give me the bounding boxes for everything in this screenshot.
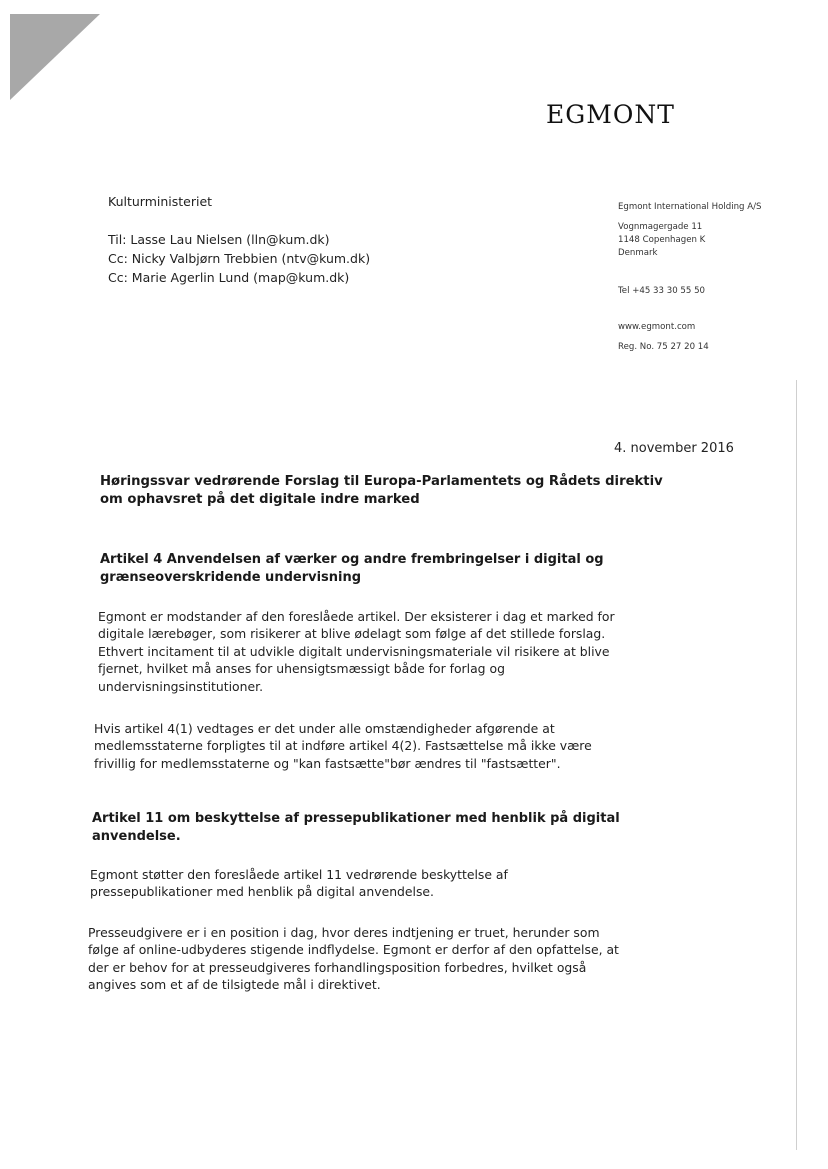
letter-date: 4. november 2016 <box>614 441 734 456</box>
paragraph-line: Egmont er modstander af den foreslåede artikel. Der eksisterer i dag et marked for <box>98 609 615 624</box>
paragraph-line: fjernet, hvilket må anses for uhensigtsmæssigt både for forlag og <box>98 661 505 677</box>
recipient-cc-1: Cc: Nicky Valbjørn Trebbien (ntv@kum.dk) <box>108 251 371 266</box>
page-edge-line <box>796 380 797 1150</box>
egmont-logo: EGMONT <box>546 100 675 129</box>
paragraph-line: Presseudgivere er i en position i dag, hvor deres indtjening er truet, herunder som <box>88 925 600 940</box>
sender-telephone: Tel +45 33 30 55 50 <box>618 286 705 296</box>
paragraph-line: der er behov for at presseudgiveres forhandlingsposition forbedres, hvilket også <box>88 959 587 975</box>
paragraph-line: medlemsstaterne forpligtes til at indføre artikel 4(2). Fastsættelse må ikke være <box>94 738 592 754</box>
section-2-paragraph-2 <box>88 924 619 994</box>
sender-street: Vognmagergade 11 <box>618 222 703 232</box>
sender-city: 1148 Copenhagen K <box>618 235 706 245</box>
section-1-heading-line-2: grænseoverskridende undervisning <box>100 570 362 585</box>
title-line-1: Høringssvar vedrørende Forslag til Europa-Parlamentets og Rådets direktiv <box>100 474 663 489</box>
recipient-to: Til: Lasse Lau Nielsen (lln@kum.dk) <box>108 232 330 247</box>
paragraph-line: undervisningsinstitutioner. <box>98 678 264 694</box>
folded-corner-mark <box>10 14 100 100</box>
paragraph-line: digitale lærebøger, som risikerer at blive ødelagt som følge af det stillede forslag. <box>98 626 606 642</box>
paragraph-line: pressepublikationer med henblik på digital anvendelse. <box>90 884 434 900</box>
paragraph-line: frivillig for medlemsstaterne og "kan fastsætte"bør ændres til "fastsætter". <box>94 755 561 771</box>
paragraph-line: Ethvert incitament til at udvikle digitalt undervisningsmateriale vil risikere at blive <box>98 643 610 659</box>
section-2-heading-line-1: Artikel 11 om beskyttelse af pressepublikationer med henblik på digital <box>92 811 620 826</box>
paragraph-line: Egmont støtter den foreslåede artikel 11 vedrørende beskyttelse af <box>90 867 508 882</box>
title-line-2: om ophavsret på det digitale indre marked <box>100 492 420 507</box>
section-2-heading <box>92 810 620 846</box>
section-1-heading-line-1: Artikel 4 Anvendelsen af værker og andre frembringelser i digital og <box>100 552 604 567</box>
letter-title <box>100 473 663 509</box>
section-2-heading-line-2: anvendelse. <box>92 829 181 844</box>
paragraph-line: Hvis artikel 4(1) vedtages er det under alle omstændigheder afgørende at <box>94 721 555 736</box>
recipient-cc-2: Cc: Marie Agerlin Lund (map@kum.dk) <box>108 270 350 285</box>
section-1-heading <box>100 551 604 587</box>
paragraph-line: følge af online-udbyderes stigende indflydelse. Egmont er derfor af den opfattelse, at <box>88 942 619 958</box>
section-1-paragraph-2 <box>94 720 592 772</box>
section-2-paragraph-1 <box>90 866 508 901</box>
sender-registration-number: Reg. No. 75 27 20 14 <box>618 342 709 352</box>
section-1-paragraph-1 <box>98 608 615 695</box>
recipient-organization: Kulturministeriet <box>108 194 213 209</box>
sender-company: Egmont International Holding A/S <box>618 202 762 212</box>
sender-country: Denmark <box>618 248 658 258</box>
paragraph-line: angives som et af de tilsigtede mål i direktivet. <box>88 977 381 993</box>
sender-website: www.egmont.com <box>618 322 696 332</box>
